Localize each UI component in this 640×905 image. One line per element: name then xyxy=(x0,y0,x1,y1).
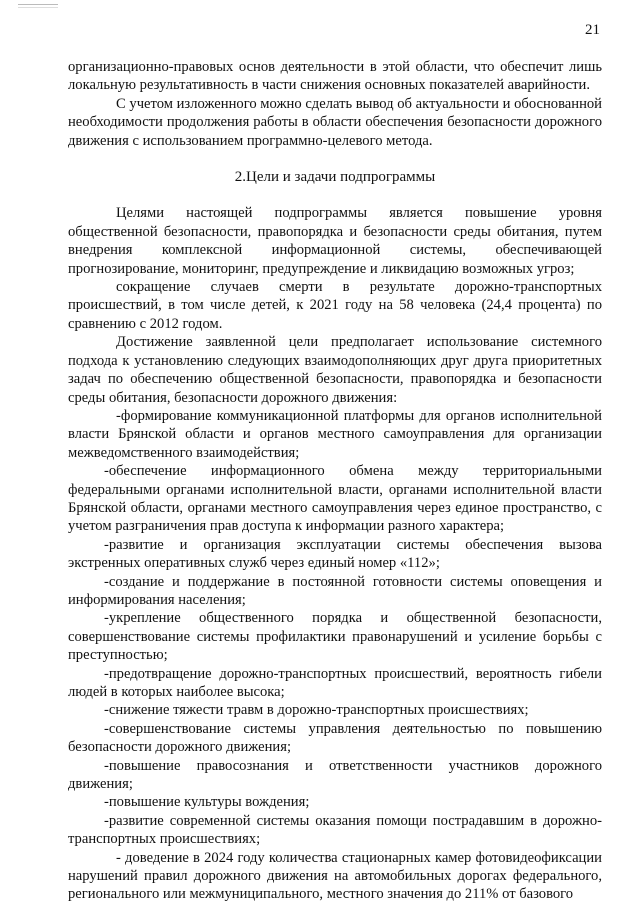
list-item: -предотвращение дорожно-транспортных происшествий, вероятность гибели людей в которых наиболее высока; xyxy=(68,665,602,700)
list-item: -формирование коммуникационной платформы для органов исполнительной власти Брянской области и органов местного самоуправления для организации межведомственного взаимодействия; xyxy=(68,407,602,461)
paragraph: С учетом изложенного можно сделать вывод об актуальности и обоснованной необходимости продолжения работы в области обеспечения безопасности дорожного движения с использованием программно-целевого метода. xyxy=(68,95,602,149)
paragraph: Достижение заявленной цели предполагает использование системного подхода к установлению следующих взаимодополняющих друг друга приоритетных задач по обеспечению общественной безопасности, правопорядка и безопасности среды обитания, безопасности дорожного движения: xyxy=(68,334,602,406)
list-item: -развитие современной системы оказания помощи пострадавшим в дорожно-транспортных происшествиях; xyxy=(68,812,602,848)
list-item: -повышение правосознания и ответственности участников дорожного движения; xyxy=(68,757,602,793)
list-item: -обеспечение информационного обмена между территориальными федеральными органами исполнительной власти, органами исполнительной власти Брянской области, органами местного самоуправления через единое пространство, с учетом разграничения прав доступа к информации разного характера; xyxy=(68,463,602,535)
page-number: 21 xyxy=(585,22,600,38)
list-item: - доведение в 2024 году количества стационарных камер фотовидеофиксации нарушений правил дорожного движения на автомобильных дорогах федерального, регионального или межмуниципального, местного значения до 211% от базового xyxy=(68,849,602,903)
list-item: -совершенствование системы управления деятельностью по повышению безопасности дорожного движения; xyxy=(68,720,602,756)
list-item: -укрепление общественного порядка и общественной безопасности, совершенствование системы профилактики правонарушений и усиление борьбы с преступностью; xyxy=(68,610,602,664)
section-heading: 2.Цели и задачи подпрограммы xyxy=(234,169,436,186)
paragraph: организационно-правовых основ деятельности в этой области, что обеспечит лишь локальную результативность в части снижения основных показателей аварийности. xyxy=(68,59,602,94)
document-body xyxy=(68,58,602,904)
paragraph: Целями настоящей подпрограммы является повышение уровня общественной безопасности, правопорядка и безопасности среды обитания, путем внедрения комплексной информационной системы, обеспечивающей прогнозирование, мониторинг, предупреждение и ликвидацию возможных угроз; xyxy=(68,205,602,277)
list-item: -повышение культуры вождения; xyxy=(104,794,310,811)
list-item: -развитие и организация эксплуатации системы обеспечения вызова экстренных оперативных служб через единый номер «112»; xyxy=(68,536,602,572)
list-item: -создание и поддержание в постоянной готовности системы оповещения и информирования населения; xyxy=(68,573,602,608)
list-item: -снижение тяжести травм в дорожно-транспортных происшествиях; xyxy=(104,702,529,719)
scan-corner-mark xyxy=(18,4,58,8)
paragraph: сокращение случаев смерти в результате дорожно-транспортных происшествий, в том числе детей, к 2021 году на 58 человека (24,4 процента) по сравнению с 2012 годом. xyxy=(68,279,602,332)
